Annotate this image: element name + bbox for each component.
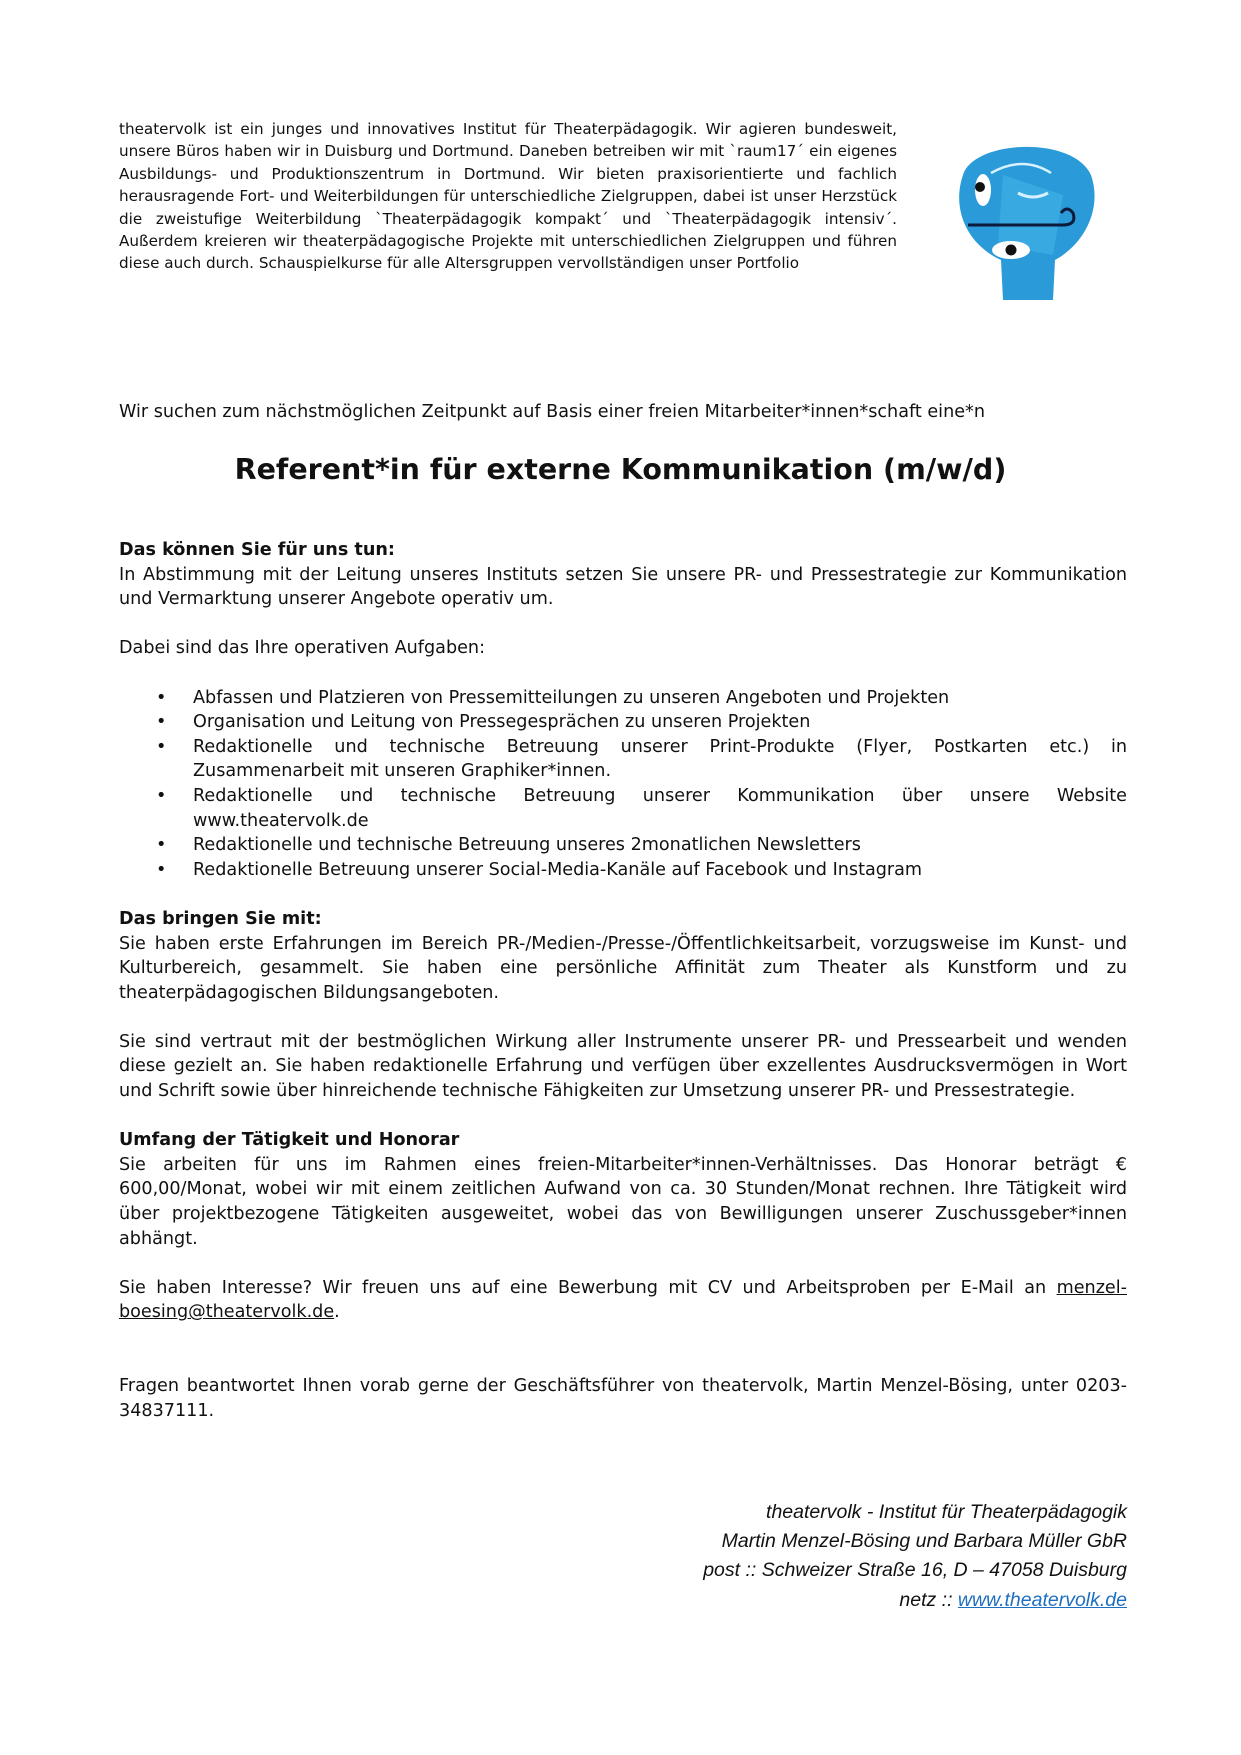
website-link[interactable]: www.theatervolk.de [957,1588,1127,1611]
bullet-icon: • [156,785,167,806]
body-content [119,538,1127,1423]
list-item: • Redaktionelle und technische Betreuung unseres 2monatlichen Newsletters [119,833,1127,858]
tasks-text: In Abstimmung mit der Leitung unseres Instituts setzen Sie unsere PR- und Pressestrategie zur Kommunikation und Vermarktung unserer Angebote operativ um. [119,564,1127,610]
bullet-icon: • [156,712,167,733]
fee-text: Sie arbeiten für uns im Rahmen eines freien-Mitarbeiter*innen-Verhältnisses. Das Honorar beträgt € 600,00/Monat, wobei wir mit einem zeitlichen Aufwand von ca. 30 Stunden/Monat rechnen. Ihre Tätigkeit wird über projektbezogene Tätigkeiten ausgeweitet, wobei das von Bewilligungen unserer Zuschussgeber*innen abhängt. [119,1154,1127,1249]
questions-text: Fragen beantwortet Ihnen vorab gerne der Geschäftsführer von theatervolk, Martin Menzel-Bösing, unter 0203-34837111. [119,1376,1127,1421]
bullet-icon: • [156,687,167,708]
list-item: • Redaktionelle und technische Betreuung unserer Kommunikation über unsere Website www.theatervolk.de [156,785,1127,831]
application-text: Sie haben Interesse? Wir freuen uns auf eine Bewerbung mit CV und Arbeitsproben per E-Mail an menzel-boesing@theatervolk.de. [119,1277,1127,1323]
email-link[interactable]: menzel-boesing@theatervolk.de [119,1277,1127,1323]
footer-line-address: post :: Schweizer Straße 16, D – 47058 Duisburg [703,1559,1127,1582]
footer-signature [703,1498,1127,1615]
list-item: • Organisation und Leitung von Pressegesprächen zu unseren Projekten [119,710,1127,735]
list-item: • Redaktionelle Betreuung unserer Social-Media-Kanäle auf Facebook und Instagram [119,858,1127,883]
tasks-list-intro: Dabei sind das Ihre operativen Aufgaben: [119,638,486,659]
fee-heading: Umfang der Tätigkeit und Honorar [119,1130,460,1151]
footer-line-company: Martin Menzel-Bösing und Barbara Müller GbR [721,1530,1127,1553]
bullet-icon: • [156,835,167,856]
bullet-icon: • [156,859,167,880]
intro-paragraph: theatervolk ist ein junges und innovatives Institut für Theaterpädagogik. Wir agieren bundesweit, unsere Büros haben wir in Duisburg und Dortmund. Daneben betreiben wir mit `raum17´ ein eigenes Ausbildungs- und Produktionszentrum in Dortmund. Wir bieten praxisorientierte und fachlich herausragende Fort- und Weiterbildungen für unterschiedliche Zielgruppen, dabei ist unser Herzstück die zweistufige Weiterbildung `Theaterpädagogik kompakt´ und `Theaterpädagogik intensiv´. Außerdem kreieren wir theaterpädagogische Projekte mit unterschiedlichen Zielgruppen und führen diese auch durch. Schauspielkurse für alle Altersgruppen vervollständigen unser Portfolio [119,120,897,273]
list-item: • Abfassen und Platzieren von Pressemitteilungen zu unseren Angeboten und Projekten [119,686,1127,711]
bullet-icon: • [156,736,167,757]
tasks-heading: Das können Sie für uns tun: [119,540,395,560]
job-title: Referent*in für externe Kommunikation (m/w/d) [234,453,1007,486]
footer-line-institute: theatervolk - Institut für Theaterpädagogik [766,1501,1127,1523]
lead-text: Wir suchen zum nächstmöglichen Zeitpunkt auf Basis einer freien Mitarbeiter*innen*schaft eine*n [119,402,985,422]
list-item: • Redaktionelle und technische Betreuung unserer Print-Produkte (Flyer, Postkarten etc.) in Zusammenarbeit mit unseren Graphiker*innen. [156,736,1127,782]
footer-line-web: netz :: www.theatervolk.de [899,1588,1127,1611]
profile-paragraph: Sie sind vertraut mit der bestmöglichen Wirkung aller Instrumente unserer PR- und Pressearbeit und wenden diese gezielt an. Sie haben redaktionelle Erfahrung und verfügen über exzellentes Ausdrucksvermögen in Wort und Schrift sowie über hinreichende technische Fähigkeiten zur Umsetzung unserer PR- und Pressestrategie. [119,1031,1127,1102]
tasks-list [119,686,1127,883]
profile-paragraph: Sie haben erste Erfahrungen im Bereich PR-/Medien-/Presse-/Öffentlichkeitsarbeit, vorzugsweise im Kunst- und Kulturbereich, gesammelt. Sie haben eine persönliche Affinität zum Theater als Kunstform und zu theaterpädagogischen Bildungsangeboten. [119,933,1127,1003]
blue-face-logo-icon [943,135,1103,310]
profile-heading: Das bringen Sie mit: [119,908,322,929]
